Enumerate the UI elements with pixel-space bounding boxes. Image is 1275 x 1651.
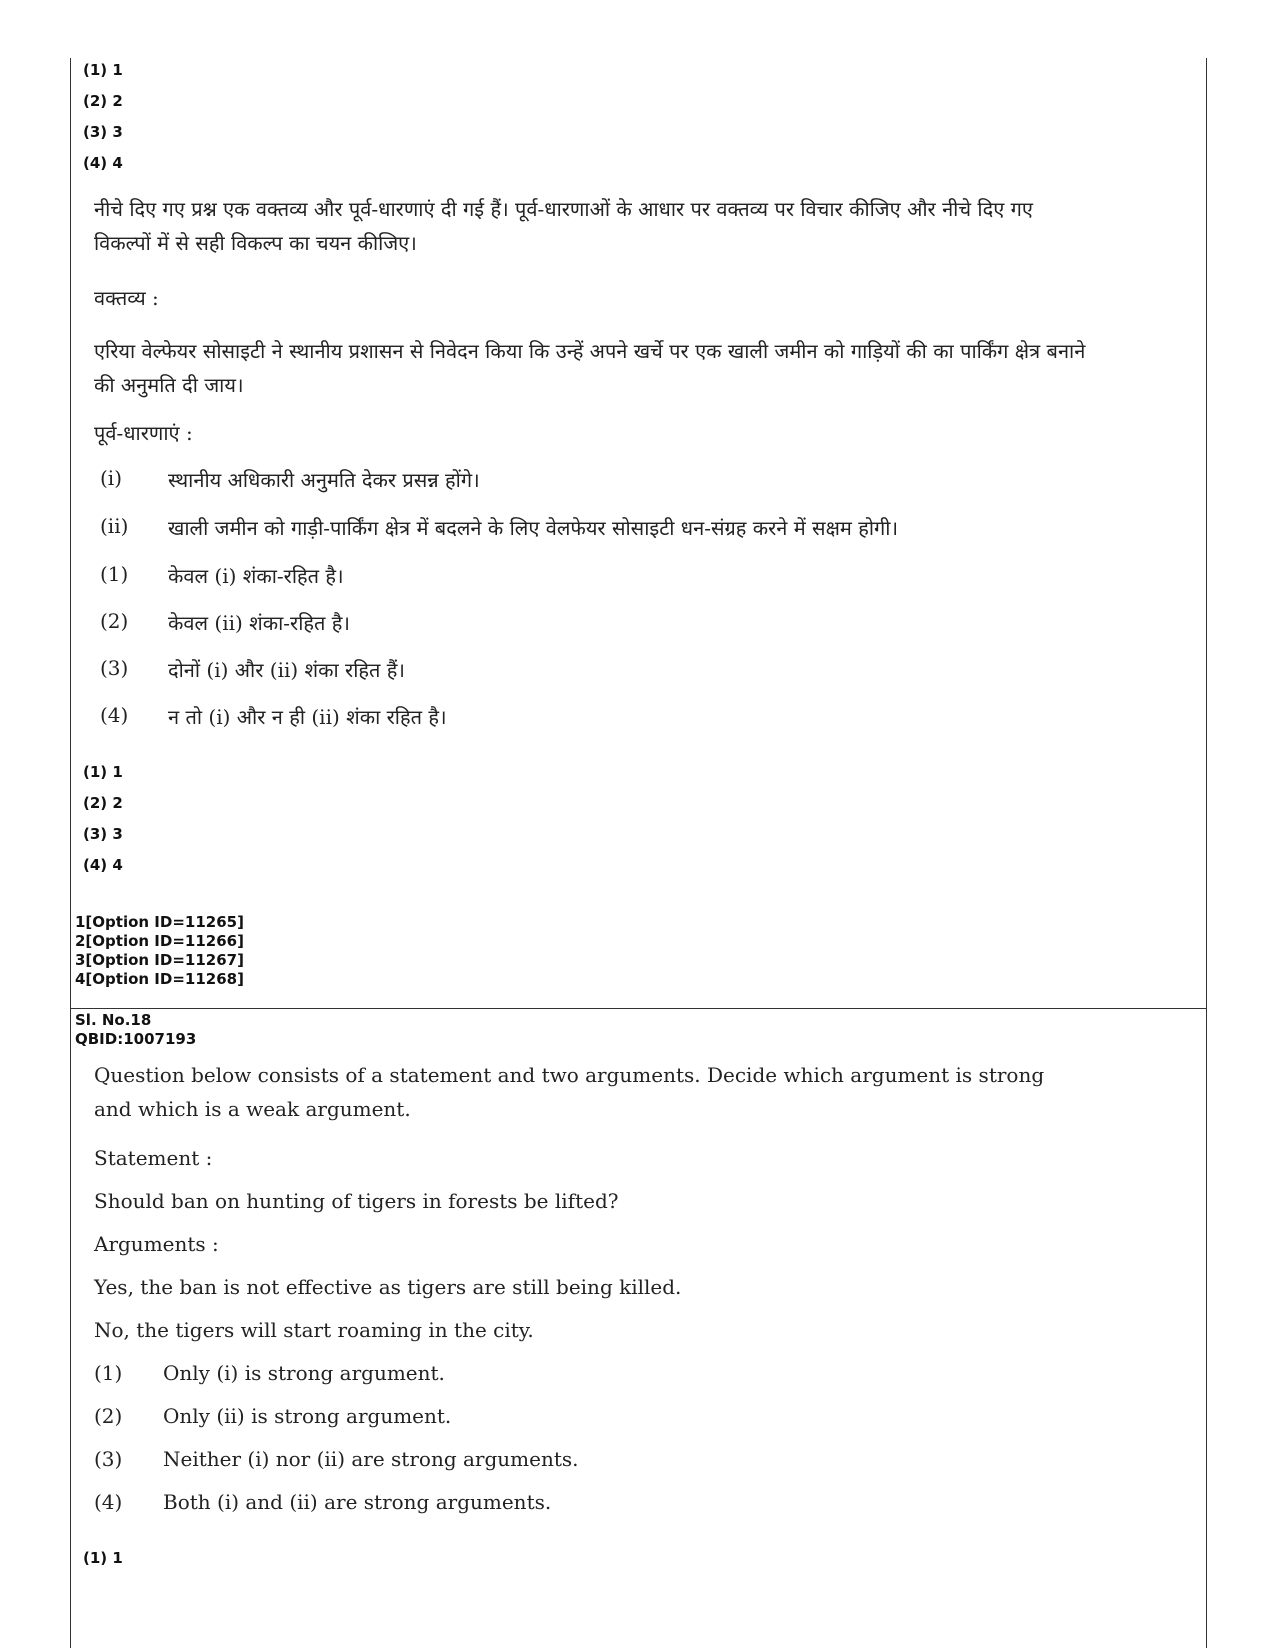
assumption-text: खाली जमीन को गाड़ी-पार्किंग क्षेत्र में बदलने के लिए वेलफेयर सोसाइटी धन-संग्रह करने में सक्षम होगी। [168,516,899,540]
option-id: 1[Option ID=11265] [75,913,244,931]
choice-text: Only (i) is strong argument. [163,1361,445,1385]
choice-text: Only (ii) is strong argument. [163,1404,452,1428]
argument-text: No, the tigers will start roaming in the city. [94,1318,534,1342]
option-id: 2[Option ID=11266] [75,932,244,950]
choice-label: (2) [94,1404,123,1428]
answer-option[interactable]: (3) 3 [83,825,123,843]
choice-text: न तो (i) और न ही (ii) शंका रहित है। [168,705,447,729]
assumption-text: स्थानीय अधिकारी अनुमति देकर प्रसन्न होंगे। [168,468,480,492]
q18-statement: Should ban on hunting of tigers in forests be lifted? [94,1189,619,1213]
q18-statement-label: Statement : [94,1146,213,1170]
choice-text: केवल (ii) शंका-रहित है। [168,611,350,635]
choice-label: (1) [100,562,129,586]
choice-label: (3) [100,656,129,680]
answer-option[interactable]: (3) 3 [83,123,123,141]
argument-text: Yes, the ban is not effective as tigers are still being killed. [94,1275,682,1299]
answer-option[interactable]: (4) 4 [83,856,123,874]
q17-statement: एरिया वेल्फेयर सोसाइटी ने स्थानीय प्रशासन से निवेदन किया कि उन्हें अपने खर्चे पर एक खाली जमीन को गाड़ियों की का पार्किंग क्षेत्र बनाने की अनुमति दी जाय। [94,339,1086,397]
answer-option[interactable]: (1) 1 [83,763,123,781]
choice-label: (1) [94,1361,123,1385]
q18-instruction: Question below consists of a statement and two arguments. Decide which argument is strong and which is a weak argument. [94,1063,1045,1121]
q18-answer-list [83,1543,123,1574]
choice-text: दोनों (i) और (ii) शंका रहित हैं। [168,658,405,682]
q17-statement-label: वक्तव्य : [94,286,159,310]
q17-assumptions-label: पूर्व-धारणाएं : [94,421,193,445]
option-id: 4[Option ID=11268] [75,970,244,988]
answer-option[interactable]: (1) 1 [83,1549,123,1567]
q18-arguments-label: Arguments : [94,1232,219,1256]
q17-answer-list [83,757,123,881]
serial-number: Sl. No.18 [75,1011,152,1029]
top-answer-list [83,55,123,179]
choice-label: (4) [100,703,129,727]
answer-option[interactable]: (1) 1 [83,61,123,79]
choice-text: Neither (i) nor (ii) are strong arguments. [163,1447,579,1471]
q17-option-ids [75,913,244,989]
choice-label: (2) [100,609,129,633]
option-id: 3[Option ID=11267] [75,951,244,969]
choice-label: (3) [94,1447,123,1471]
answer-option[interactable]: (2) 2 [83,92,123,110]
question-bank-id: QBID:1007193 [75,1030,197,1048]
assumption-label: (i) [100,466,123,490]
assumption-label: (ii) [100,514,129,538]
q18-header [75,1011,196,1049]
choice-text: केवल (i) शंका-रहित है। [168,564,344,588]
choice-label: (4) [94,1490,123,1514]
answer-option[interactable]: (4) 4 [83,154,123,172]
choice-text: Both (i) and (ii) are strong arguments. [163,1490,552,1514]
question-separator [70,1008,1206,1009]
q17-instruction: नीचे दिए गए प्रश्न एक वक्तव्य और पूर्व-धारणाएं दी गई हैं। पूर्व-धारणाओं के आधार पर वक्तव्य पर विचार कीजिए और नीचे दिए गए विकल्पों में से सही विकल्प का चयन कीजिए। [94,197,1033,255]
answer-option[interactable]: (2) 2 [83,794,123,812]
